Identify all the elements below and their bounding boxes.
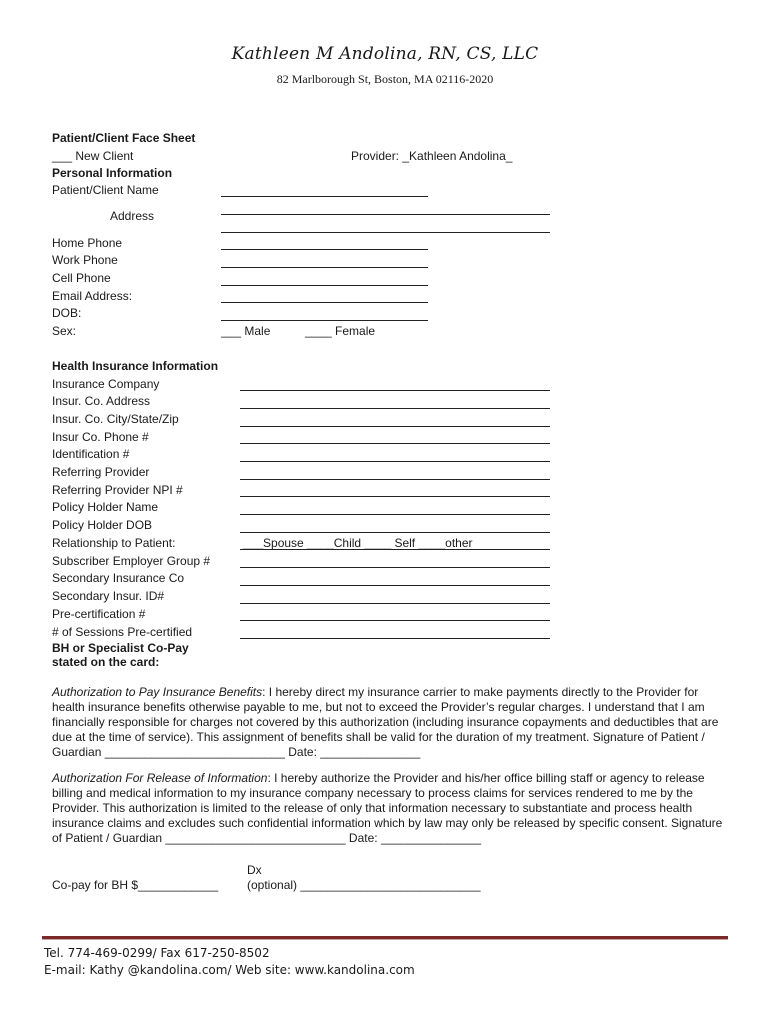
home-phone-label: Home Phone [52, 236, 123, 250]
footer-email-web: E-mail: Kathy @kandolina.com/ Web site: www.kandolina.com [44, 963, 415, 977]
cell-phone-field[interactable] [221, 285, 428, 286]
sex-male-option[interactable]: ___ Male [221, 324, 271, 338]
insurance-field-label: Insur Co. Phone # [52, 430, 149, 444]
work-phone-field[interactable] [221, 267, 428, 268]
insurance-field-line[interactable] [240, 603, 550, 604]
insurance-field-label: Insurance Company [52, 377, 160, 391]
insurance-field-line[interactable] [240, 390, 550, 391]
authorization-release-paragraph [52, 771, 732, 846]
insurance-field-line[interactable] [240, 638, 550, 639]
insurance-field-label: Relationship to Patient: [52, 536, 176, 550]
authorization-release-body: : I hereby authorize the Provider and his/her office billing staff or agency to release billing and medical information to my insurance company necessary to process claims for services rendered to me by the Provider. This authorization is limited to the release of only that information necessary to substantiate and process health insurance claims and excludes such confidential information which by law may only be released by specific consent. Signature of Patient / Guardian ___________________________ Date: _______________ [52, 771, 723, 845]
insurance-heading: Health Insurance Information [52, 359, 219, 373]
authorization-pay-paragraph [52, 685, 732, 760]
footer-divider [42, 936, 728, 940]
address-label: Address [110, 209, 155, 223]
dob-field[interactable] [221, 320, 428, 321]
authorization-release-title: Authorization For Release of Information [52, 771, 268, 785]
new-client-checkbox[interactable]: ___ New Client [52, 149, 134, 163]
insurance-field-line[interactable] [240, 408, 550, 409]
authorization-pay-body: : I hereby direct my insurance carrier to make payments directly to the Provider for health insurance benefits otherwise payable to me, but not to exceed the Provider’s regular charges. I understand that I am financially responsible for charges not covered by this authorization (including insurance copayments and deductibles that are due at the time of service). This assignment of benefits shall be valid for the duration of my treatment. Signature of Patient / Guardian ___________________________ Date: _______________ [52, 685, 719, 759]
insurance-field-label: Referring Provider [52, 465, 150, 479]
authorization-pay-title: Authorization to Pay Insurance Benefits [52, 685, 263, 699]
cell-phone-label: Cell Phone [52, 271, 111, 285]
insurance-field-label: Subscriber Employer Group # [52, 554, 211, 568]
copay-heading-2: stated on the card: [52, 655, 160, 669]
insurance-field-line[interactable] [240, 443, 550, 444]
insurance-field-label: Secondary Insur. ID# [52, 589, 165, 603]
insurance-field-line[interactable] [240, 567, 550, 568]
insurance-field-label: Insur. Co. City/State/Zip [52, 412, 179, 426]
insurance-field-label: Pre-certification # [52, 607, 146, 621]
insurance-field-label: Referring Provider NPI # [52, 483, 183, 497]
insurance-field-line[interactable] [240, 549, 550, 550]
insurance-field-line[interactable] [240, 479, 550, 480]
insurance-field-label: Identification # [52, 447, 130, 461]
insurance-field-label: Secondary Insurance Co [52, 571, 185, 585]
address-field-1[interactable] [221, 214, 550, 215]
insurance-field-line[interactable] [240, 532, 550, 533]
copay-heading: BH or Specialist Co-Pay [52, 641, 189, 655]
footer-tel-fax: Tel. 774-469-0299/ Fax 617-250-8502 [44, 946, 270, 960]
work-phone-label: Work Phone [52, 253, 118, 267]
dx-label: Dx [247, 863, 262, 877]
copay-bh-field[interactable]: Co-pay for BH $____________ [52, 878, 219, 892]
address-field-2[interactable] [221, 232, 550, 233]
home-phone-field[interactable] [221, 249, 428, 250]
sex-female-option[interactable]: ____ Female [305, 324, 376, 338]
relationship-options[interactable]: ___Spouse ____Child ____ Self ____other [243, 536, 473, 550]
patient-name-field[interactable] [221, 196, 428, 197]
insurance-field-line[interactable] [240, 496, 550, 497]
insurance-field-line[interactable] [240, 461, 550, 462]
personal-info-heading: Personal Information [52, 166, 173, 180]
email-field[interactable] [221, 302, 428, 303]
insurance-field-label: Policy Holder Name [52, 500, 159, 514]
insurance-field-line[interactable] [240, 514, 550, 515]
insurance-field-label: Insur. Co. Address [52, 394, 151, 408]
sex-label: Sex: [52, 324, 77, 338]
insurance-field-line[interactable] [240, 585, 550, 586]
patient-name-label: Patient/Client Name [52, 183, 159, 197]
insurance-field-label: Policy Holder DOB [52, 518, 153, 532]
dob-label: DOB: [52, 306, 82, 320]
form-title: Patient/Client Face Sheet [52, 131, 196, 145]
insurance-field-label: # of Sessions Pre-certified [52, 625, 193, 639]
provider-label: Provider: _Kathleen Andolina_ [351, 149, 513, 163]
email-label: Email Address: [52, 289, 133, 303]
insurance-field-line[interactable] [240, 620, 550, 621]
letterhead-name: Kathleen M Andolina, RN, CS, LLC [231, 44, 539, 64]
dx-optional-field[interactable]: (optional) ___________________________ [247, 878, 481, 892]
insurance-field-line[interactable] [240, 426, 550, 427]
letterhead-address: 82 Marlborough St, Boston, MA 02116-2020 [276, 72, 494, 86]
